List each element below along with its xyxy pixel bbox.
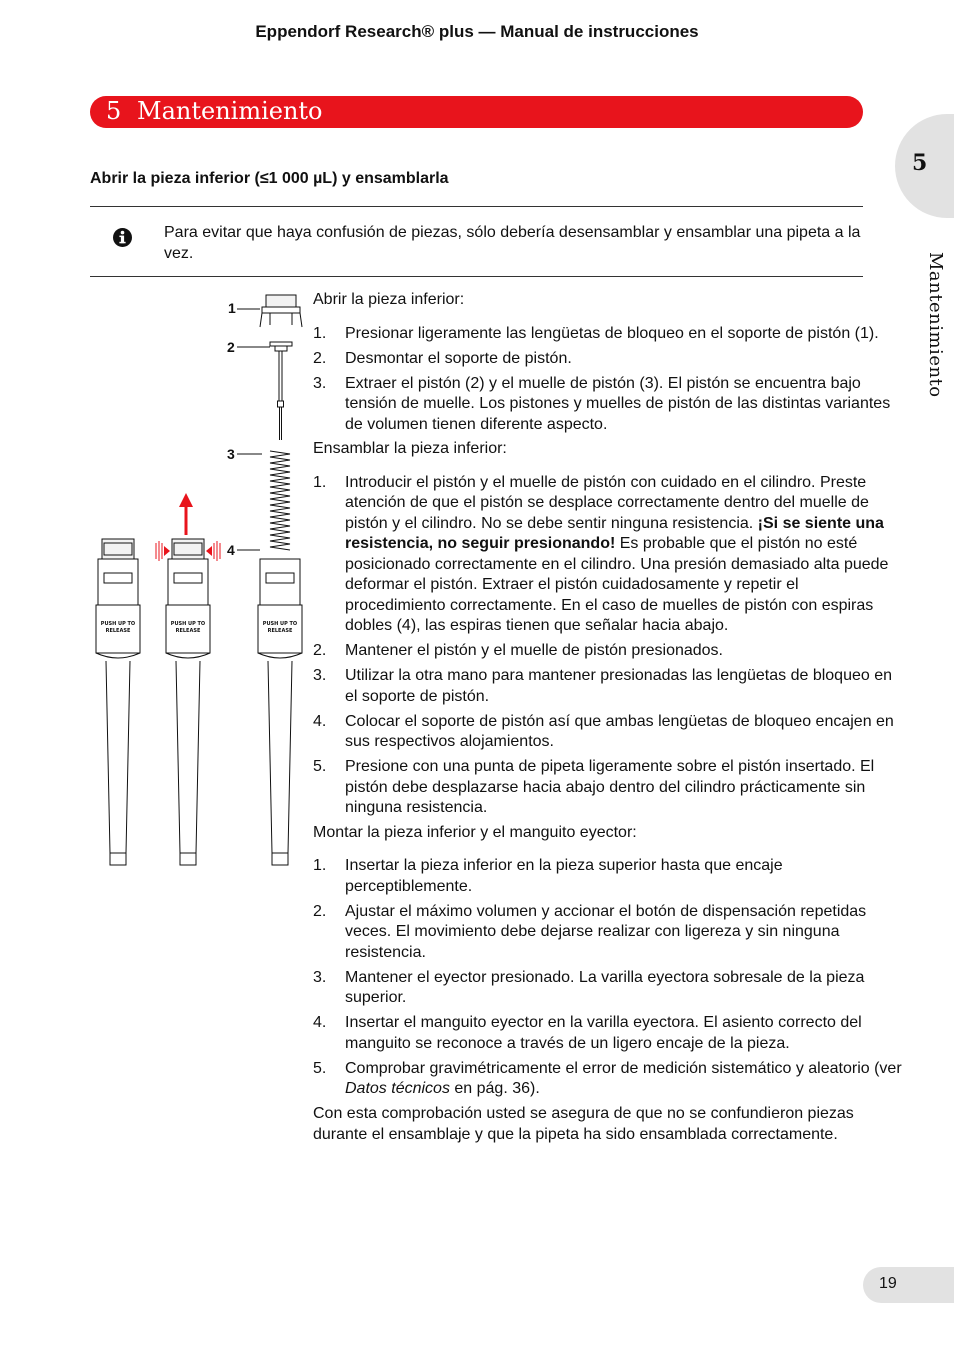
- sleeve-text-a1: PUSH UP TO: [100, 621, 136, 627]
- figure-label-1: 1: [228, 300, 236, 316]
- instructions: [313, 290, 903, 1150]
- cylinder-open: [258, 559, 302, 865]
- pipette-drawing: [90, 285, 310, 885]
- list-item: 1. Insertar la pieza inferior en la pieza superior hasta que encaje perceptiblemente.: [313, 857, 783, 895]
- list-item: 3. Mantener el eyector presionado. La varilla eyectora sobresale de la pieza superior.: [313, 968, 865, 1006]
- figure-label-2: 2: [227, 339, 235, 355]
- sleeve-text-c1: PUSH UP TO: [262, 621, 298, 627]
- list-item: 2. Mantener el pistón y el muelle de pistón presionados.: [313, 642, 723, 659]
- figure-label-4: 4: [227, 542, 235, 558]
- piston-holder: [260, 295, 302, 327]
- chapter-heading-bar: [90, 96, 863, 128]
- closing-paragraph: Con esta comprobación usted se asegura de que no se confundieron piezas durante el ensamblaje y que la pipeta ha sido ensamblada correctamente.: [313, 1105, 854, 1143]
- sleeve-text-a2: RELEASE: [105, 628, 131, 634]
- piston-spring: [270, 451, 290, 550]
- piston: [270, 342, 292, 440]
- divider-top: [90, 206, 863, 207]
- side-tab-label: Mantenimiento: [925, 252, 946, 398]
- warning-bold: ¡Si se siente una resistencia, no seguir presionando!: [345, 514, 884, 552]
- up-arrow-head: [179, 493, 193, 507]
- chapter-number: 5: [106, 97, 122, 125]
- chapter-side-tab: [895, 114, 954, 218]
- sleeve-text-c2: RELEASE: [267, 628, 293, 634]
- figure-label-3: 3: [227, 446, 235, 462]
- squeeze-marks-left: [156, 541, 170, 561]
- chapter-title: Mantenimiento: [137, 97, 323, 125]
- info-icon: [113, 228, 132, 247]
- mount-intro: Montar la pieza inferior y el manguito eyector:: [313, 823, 637, 841]
- side-tab-number: 5: [912, 150, 928, 176]
- open-steps: [313, 324, 903, 436]
- list-item: 1. Introducir el pistón y el muelle de pistón con cuidado en el cilindro. Preste atención de que el pistón se desplace correctamente dentro del muelle de pistón y el cilindro. No se debe sentir ninguna resistencia. ¡Si se siente una resistencia, no seguir presionando! Es probable que el pistón no esté posicionado correctamente en el cilindro. Una presión demasiado alta puede deformar el pistón. Extraer el pistón cuidadosamente y repetir el procedimiento correctamente. En el caso de muelles de pistón con espiras dobles (4), las espiras tienen que señalar hacia abajo.: [313, 473, 889, 634]
- sleeve-text-b2: RELEASE: [175, 628, 201, 634]
- list-item: 3. Utilizar la otra mano para mantener presionadas las lengüetas de bloqueo en el soporte de pistón.: [313, 667, 893, 705]
- cylinder-pressing: [166, 539, 210, 865]
- open-intro: Abrir la pieza inferior:: [313, 291, 465, 308]
- list-item: 2. Ajustar el máximo volumen y accionar el botón de dispensación repetidas veces. El movimiento debe dejarse realizar con ligereza y sin ninguna resistencia.: [313, 902, 867, 961]
- section-title: Abrir la pieza inferior (≤1 000 µL) y ensamblarla: [90, 170, 449, 187]
- info-note: Para evitar que haya confusión de piezas, sólo debería desensamblar y ensamblar una pipeta a la vez.: [164, 224, 861, 262]
- mount-steps: [313, 856, 903, 1100]
- sleeve-text-b1: PUSH UP TO: [170, 621, 206, 627]
- list-item: 3. Extraer el pistón (2) y el muelle de pistón (3). El pistón se encuentra bajo tensión de muelle. Los pistones y muelles de pistón de las distintas variantes de volumen tienen diferente aspecto.: [313, 374, 891, 433]
- list-item: 2. Desmontar el soporte de pistón.: [313, 349, 572, 367]
- page-number: 19: [879, 1275, 897, 1292]
- disassembly-figure: [90, 285, 310, 885]
- list-item: 5. Comprobar gravimétricamente el error de medición sistemático y aleatorio (ver Datos técnicos en pág. 36).: [313, 1059, 902, 1097]
- list-item: 4. Insertar el manguito eyector en la varilla eyectora. El asiento correcto del manguito se reconoce a través de un ligero encaje de la pieza.: [313, 1014, 862, 1052]
- list-item: 4. Colocar el soporte de pistón así que ambas lengüetas de bloqueo encajen en sus respectivos alojamientos.: [313, 712, 894, 750]
- list-item: 5. Presione con una punta de pipeta ligeramente sobre el pistón insertado. El pistón debe desplazarse hacia abajo dentro del cilindro prácticamente sin ninguna resistencia.: [313, 758, 875, 816]
- cross-reference: Datos técnicos: [345, 1080, 450, 1097]
- page-number-tab: [863, 1267, 954, 1303]
- squeeze-marks-right: [206, 541, 220, 561]
- list-item: 1. Presionar ligeramente las lengüetas de bloqueo en el soporte de pistón (1).: [313, 324, 879, 342]
- assemble-intro: Ensamblar la pieza inferior:: [313, 440, 507, 457]
- cylinder-assembled: [96, 539, 140, 865]
- running-header: Eppendorf Research® plus — Manual de instrucciones: [255, 22, 699, 41]
- assemble-steps: [313, 473, 903, 819]
- divider-bottom: [90, 276, 863, 277]
